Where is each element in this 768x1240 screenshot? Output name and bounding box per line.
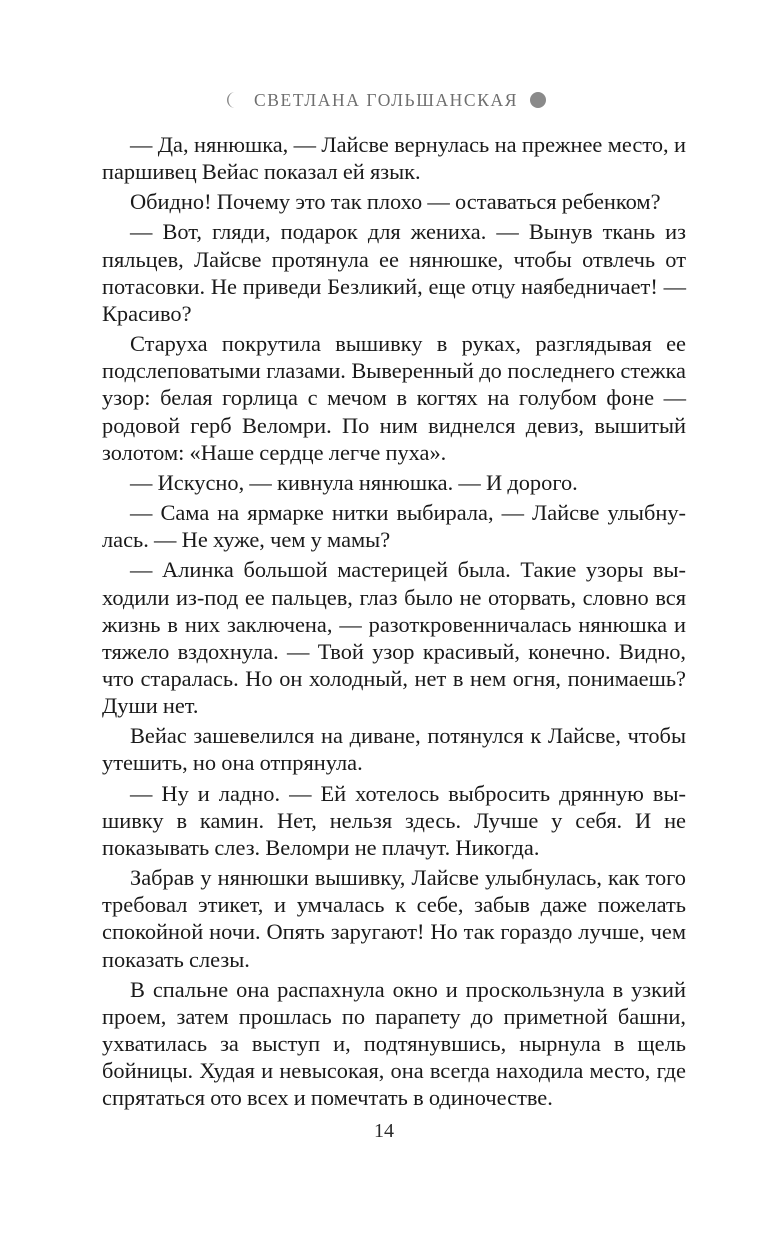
paragraph: Забрав у нянюшки вышивку, Лайсве улыбнулась, как того требовал этикет, и умчалась к себе, забыв даже пожелать спокойной ночи. Опять заругают! Но так гораздо лучше, чем показать слезы. <box>102 865 686 972</box>
paragraph: — Ну и ладно. — Ей хотелось выбросить дрянную вышивку в камин. Нет, нельзя здесь. Лучше у себя. И не показывать слез. Веломри не плачут. Никогда. <box>102 780 686 860</box>
full-moon-icon <box>530 92 546 108</box>
paragraph: Вейас зашевелился на диване, потянулся к Лайсве, чтобы утешить, но она отпрянула. <box>102 723 686 776</box>
paragraph: — Сама на ярмарке нитки выбирала, — Лайсве улыбнулась. — Не хуже, чем у мамы? <box>102 500 686 553</box>
paragraph: — Вот, гляди, подарок для жениха. — Вынув ткань из пяльцев, Лайсве протянула ее нянюшке, чтобы отвлечь от потасовки. Не приведи Безликий, еще отцу наябедничает! — Красиво? <box>102 219 686 326</box>
paragraph: Обидно! Почему это так плохо — оставаться ребенком? <box>130 189 661 215</box>
body-text <box>102 131 686 1111</box>
crescent-moon-icon <box>222 90 242 110</box>
page-number: 14 <box>374 1120 394 1142</box>
paragraph: — Искусно, — кивнула нянюшка. — И дорого. <box>130 469 578 495</box>
author-name: СВЕТЛАНА ГОЛЬШАНСКАЯ <box>254 89 518 110</box>
running-header <box>0 86 768 114</box>
paragraph: В спальне она распахнула окно и проскользнула в узкий проем, затем прошлась по парапету до приметной башни, ухватилась за выступ и, подтянувшись, нырнула в щель бойницы. Худая и невысокая, она всегда находила место, где спрятаться ото всех и помечтать в одиночестве. <box>102 976 686 1111</box>
paragraph: Старуха покрутила вышивку в руках, разглядывая ее подслеповатыми глазами. Вывеpенный до последнего стежка узор: белая горлица с мечом в когтях на голубом фоне — родовой герб Веломри. По ним виднелся девиз, вышитый золотом: «Наше сердце легче пуха». <box>102 331 686 465</box>
paragraph: — Да, нянюшка, — Лайсве вернулась на прежнее место, и паршивец Вейас показал ей язык. <box>102 132 686 185</box>
paragraph: — Алинка большой мастерицей была. Такие узоры выходили из-под ее пальцев, глаз было не оторвать, словно вся жизнь в них заключена, — разоткровенничалась нянюшка и тяжело вздохнула. — Твой узор красивый, конечно. Видно, что старалась. Но он холодный, нет в нем огня, понимаешь? Души нет. <box>102 557 686 719</box>
